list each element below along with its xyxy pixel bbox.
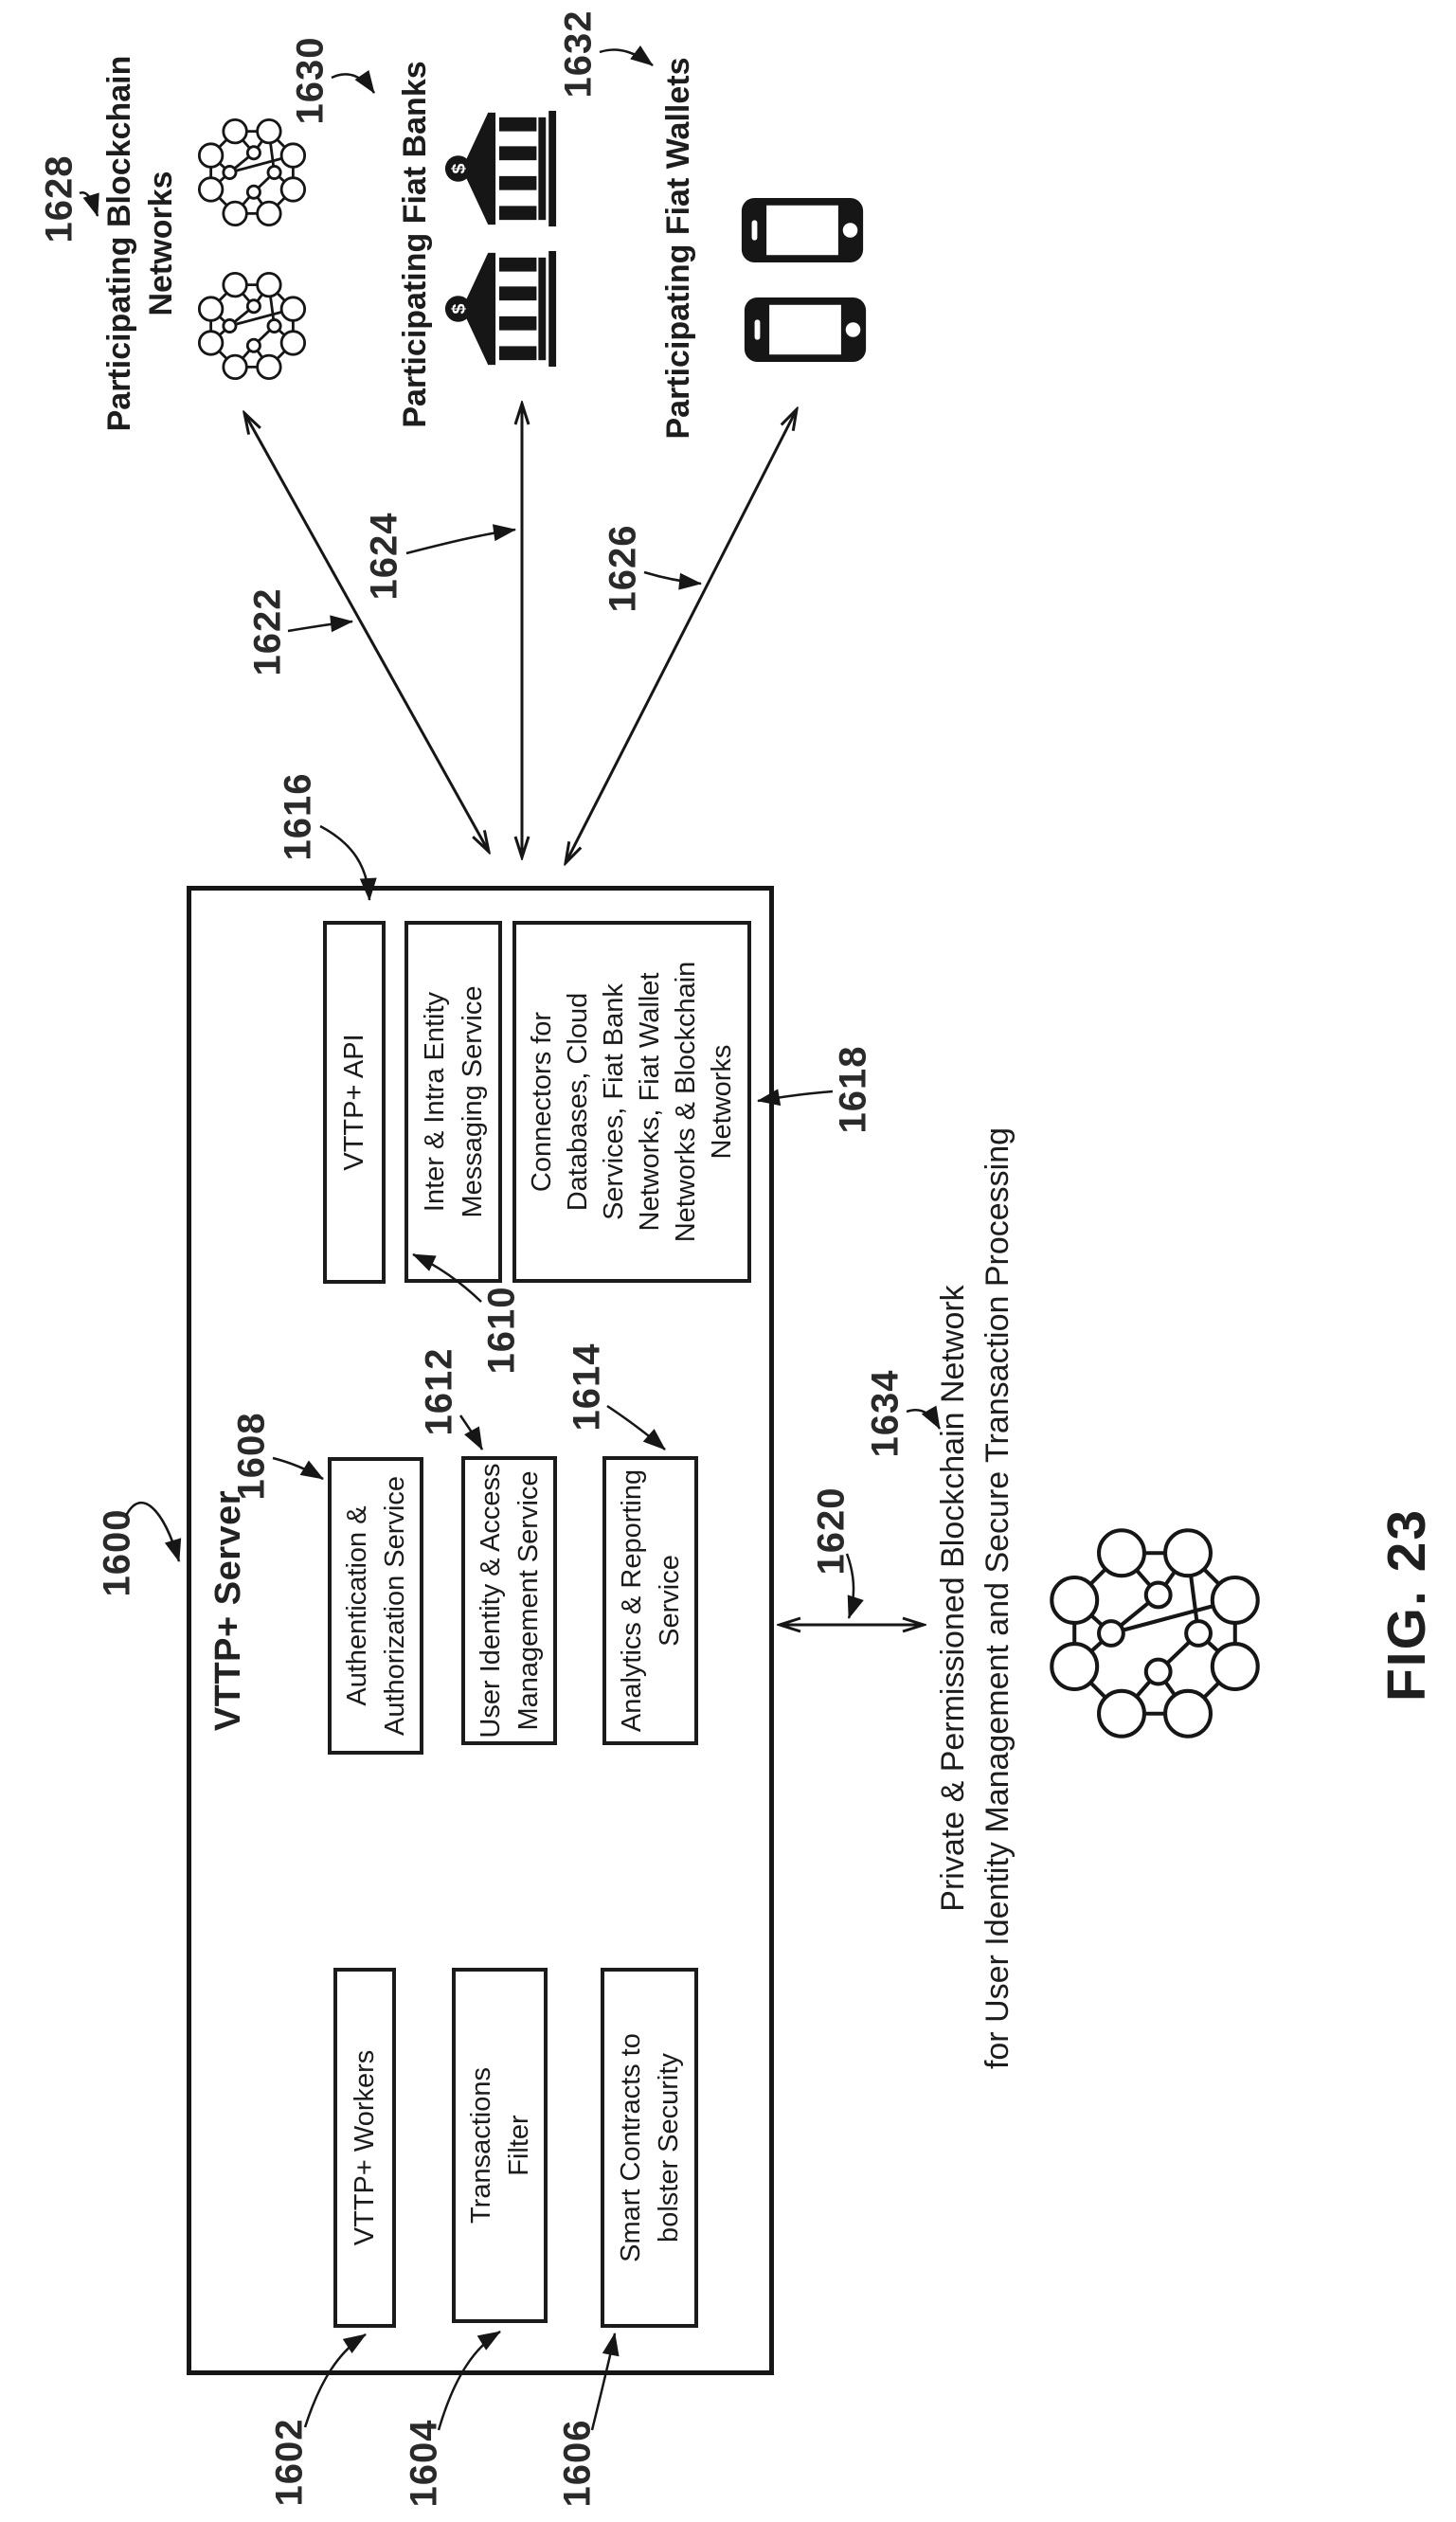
pointer-1630 bbox=[332, 74, 374, 93]
box-label: Filter bbox=[503, 2115, 534, 2176]
heading-line: Participating Blockchain bbox=[101, 55, 137, 432]
vttp-server-title: VTTP+ Server bbox=[208, 1489, 248, 1732]
box-label: Analytics & Reporting bbox=[616, 1468, 647, 1733]
box-label: Databases, Cloud bbox=[563, 992, 593, 1212]
ref-1614: 1614 bbox=[566, 1342, 608, 1432]
ref-1628: 1628 bbox=[38, 154, 81, 243]
box-label: Authentication & bbox=[341, 1505, 372, 1706]
ref-1612: 1612 bbox=[418, 1347, 460, 1436]
fiat-banks-heading bbox=[394, 27, 436, 462]
private-network-caption bbox=[931, 1039, 1020, 2157]
connectors-box bbox=[512, 921, 751, 1283]
user-identity-box bbox=[461, 1456, 557, 1745]
heading-line: Networks bbox=[143, 171, 179, 316]
smartphone-icon bbox=[741, 198, 864, 262]
box-label: Messaging Service bbox=[457, 985, 488, 1218]
transactions-filter-box bbox=[452, 1968, 548, 2323]
mesh-network-icon bbox=[189, 263, 315, 388]
pointer-1622 bbox=[288, 621, 352, 631]
box-label: User Identity & Access bbox=[475, 1463, 506, 1738]
blockchain-networks-heading bbox=[99, 26, 182, 461]
pointer-1626 bbox=[644, 572, 701, 584]
box-label: VTTP+ API bbox=[339, 1034, 369, 1171]
ref-1606: 1606 bbox=[556, 2419, 599, 2508]
ref-1630: 1630 bbox=[289, 36, 332, 125]
ref-1600: 1600 bbox=[96, 1508, 138, 1597]
fiat-wallets-heading bbox=[657, 30, 699, 466]
private-blockchain-network-icon bbox=[1033, 1510, 1277, 1756]
caption-line: for User Identity Management and Secure Transaction Processing bbox=[980, 1126, 1016, 2070]
box-label: Networks, Fiat Wallet bbox=[635, 972, 665, 1232]
box-label: Services, Fiat Bank bbox=[599, 983, 629, 1220]
box-label: Connectors for bbox=[527, 1011, 557, 1193]
ref-1618: 1618 bbox=[832, 1045, 874, 1134]
box-label: Inter & Intra Entity bbox=[419, 991, 450, 1213]
ref-1632: 1632 bbox=[557, 9, 600, 99]
ref-1620: 1620 bbox=[810, 1486, 853, 1576]
heading-line: Participating Fiat Banks bbox=[397, 61, 433, 428]
bank-icon bbox=[442, 248, 558, 369]
box-label: bolster Security bbox=[653, 2053, 684, 2243]
pointer-1624 bbox=[406, 530, 515, 553]
box-label: Transactions bbox=[465, 2067, 496, 2224]
smartphone-icon bbox=[744, 297, 867, 362]
dollar-sign: $ bbox=[448, 303, 470, 315]
ref-1626: 1626 bbox=[602, 524, 644, 613]
pointer-1628 bbox=[80, 192, 98, 216]
box-label: VTTP+ Workers bbox=[350, 2049, 380, 2246]
caption-line: Private & Permissioned Blockchain Network bbox=[935, 1285, 971, 1912]
ref-1610: 1610 bbox=[480, 1286, 523, 1375]
ref-1616: 1616 bbox=[277, 772, 319, 861]
ref-1602: 1602 bbox=[268, 2418, 311, 2507]
box-label: Networks bbox=[707, 1044, 737, 1160]
analytics-box bbox=[602, 1456, 698, 1745]
bank-icon bbox=[442, 108, 558, 229]
figure-number: FIG. 23 bbox=[1376, 1507, 1437, 1702]
box-label: Networks & Blockchain bbox=[671, 961, 701, 1243]
smart-contracts-box bbox=[601, 1968, 698, 2328]
heading-line: Participating Fiat Wallets bbox=[660, 57, 696, 440]
ref-1604: 1604 bbox=[403, 2419, 445, 2508]
messaging-service-box bbox=[404, 921, 502, 1283]
box-label: Management Service bbox=[512, 1470, 544, 1731]
box-label: Authorization Service bbox=[379, 1475, 410, 1737]
vttp-workers-box bbox=[333, 1968, 396, 2328]
ref-1622: 1622 bbox=[246, 587, 289, 676]
ref-1624: 1624 bbox=[363, 512, 405, 601]
pointer-1632 bbox=[600, 50, 653, 65]
vttp-api-box bbox=[323, 921, 386, 1284]
arrow-1626-wallets-link bbox=[566, 409, 797, 863]
ref-1634: 1634 bbox=[864, 1369, 907, 1458]
authentication-box bbox=[328, 1457, 423, 1755]
box-label: Service bbox=[654, 1555, 685, 1647]
ref-1608: 1608 bbox=[230, 1412, 273, 1501]
dollar-sign: $ bbox=[448, 163, 470, 174]
mesh-network-icon bbox=[189, 110, 315, 235]
box-label: Smart Contracts to bbox=[615, 2033, 646, 2262]
